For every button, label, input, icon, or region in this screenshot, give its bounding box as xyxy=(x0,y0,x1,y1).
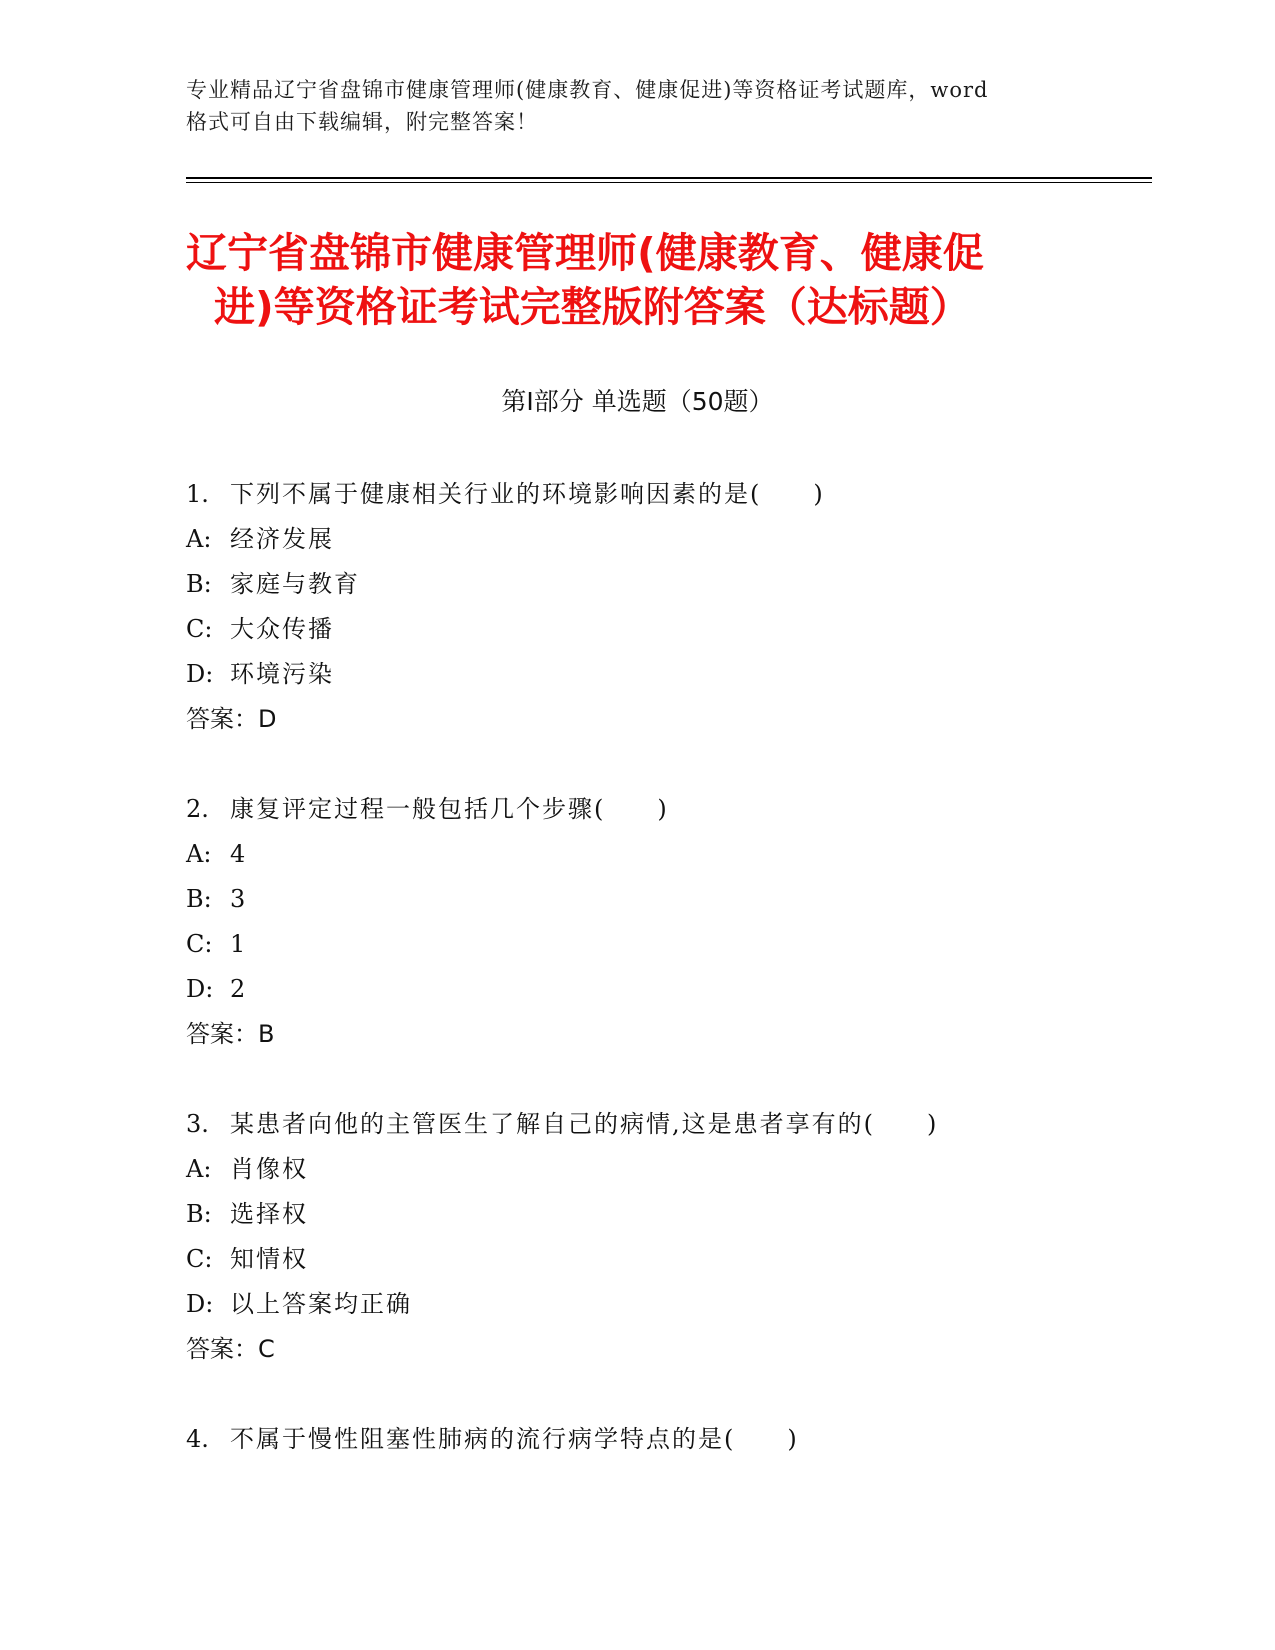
header-note-line-1: 专业精品辽宁省盘锦市健康管理师(健康教育、健康促进)等资格证考试题库，word xyxy=(186,78,989,102)
question-stem xyxy=(186,1102,1086,1147)
question-stem xyxy=(186,472,1086,517)
option-key: D: xyxy=(186,660,214,688)
question-list xyxy=(186,472,1086,1462)
document-title xyxy=(186,226,1086,334)
option-key: A: xyxy=(186,840,212,868)
question-item xyxy=(186,472,1086,742)
question-option xyxy=(186,1237,1086,1282)
question-stem xyxy=(186,1417,1086,1462)
option-key: D: xyxy=(186,1290,214,1318)
question-answer: 答案：B xyxy=(186,1020,275,1048)
option-text: 知情权 xyxy=(230,1245,308,1273)
question-text: 某患者向他的主管医生了解自己的病情,这是患者享有的( ) xyxy=(230,1110,939,1138)
question-text: 下列不属于健康相关行业的环境影响因素的是( ) xyxy=(230,480,825,508)
header-note-line-2: 格式可自由下载编辑，附完整答案！ xyxy=(186,110,538,134)
option-key: A: xyxy=(186,1155,212,1183)
question-option xyxy=(186,877,1086,922)
question-option xyxy=(186,967,1086,1012)
question-option xyxy=(186,922,1086,967)
question-text: 康复评定过程一般包括几个步骤( ) xyxy=(230,795,669,823)
question-option xyxy=(186,1192,1086,1237)
option-text: 大众传播 xyxy=(230,615,334,643)
option-text: 1 xyxy=(230,930,248,958)
question-item xyxy=(186,787,1086,1057)
option-text: 环境污染 xyxy=(230,660,334,688)
document-title-line-2: 进)等资格证考试完整版附答案（达标题） xyxy=(214,283,971,331)
option-key: C: xyxy=(186,930,213,958)
question-text: 不属于慢性阻塞性肺病的流行病学特点的是( ) xyxy=(230,1425,799,1453)
option-text: 3 xyxy=(230,885,248,913)
question-option xyxy=(186,1147,1086,1192)
option-key: B: xyxy=(186,570,212,598)
question-option xyxy=(186,652,1086,697)
question-number: 4. xyxy=(186,1425,209,1453)
option-text: 经济发展 xyxy=(230,525,334,553)
header-note xyxy=(186,74,1106,138)
option-text: 4 xyxy=(230,840,248,868)
question-item xyxy=(186,1417,1086,1462)
question-number: 2. xyxy=(186,795,209,823)
option-text: 家庭与教育 xyxy=(230,570,360,598)
option-key: A: xyxy=(186,525,212,553)
question-option xyxy=(186,1282,1086,1327)
question-answer: 答案：D xyxy=(186,705,277,733)
question-option xyxy=(186,607,1086,652)
option-text: 2 xyxy=(230,975,248,1003)
question-stem xyxy=(186,787,1086,832)
document-title-line-1: 辽宁省盘锦市健康管理师(健康教育、健康促 xyxy=(186,229,984,277)
option-text: 以上答案均正确 xyxy=(230,1290,412,1318)
question-answer: 答案：C xyxy=(186,1335,275,1363)
header-divider-thick xyxy=(186,177,1152,179)
option-text: 选择权 xyxy=(230,1200,308,1228)
question-option xyxy=(186,517,1086,562)
option-key: C: xyxy=(186,615,213,643)
option-key: B: xyxy=(186,885,212,913)
option-key: C: xyxy=(186,1245,213,1273)
section-title: 第Ⅰ部分 单选题（50题） xyxy=(501,387,774,416)
option-key: B: xyxy=(186,1200,212,1228)
option-text: 肖像权 xyxy=(230,1155,308,1183)
header-divider-thin xyxy=(186,182,1152,183)
question-option xyxy=(186,562,1086,607)
option-key: D: xyxy=(186,975,214,1003)
question-item xyxy=(186,1102,1086,1372)
question-option xyxy=(186,832,1086,877)
question-number: 1. xyxy=(186,480,209,508)
question-number: 3. xyxy=(186,1110,209,1138)
